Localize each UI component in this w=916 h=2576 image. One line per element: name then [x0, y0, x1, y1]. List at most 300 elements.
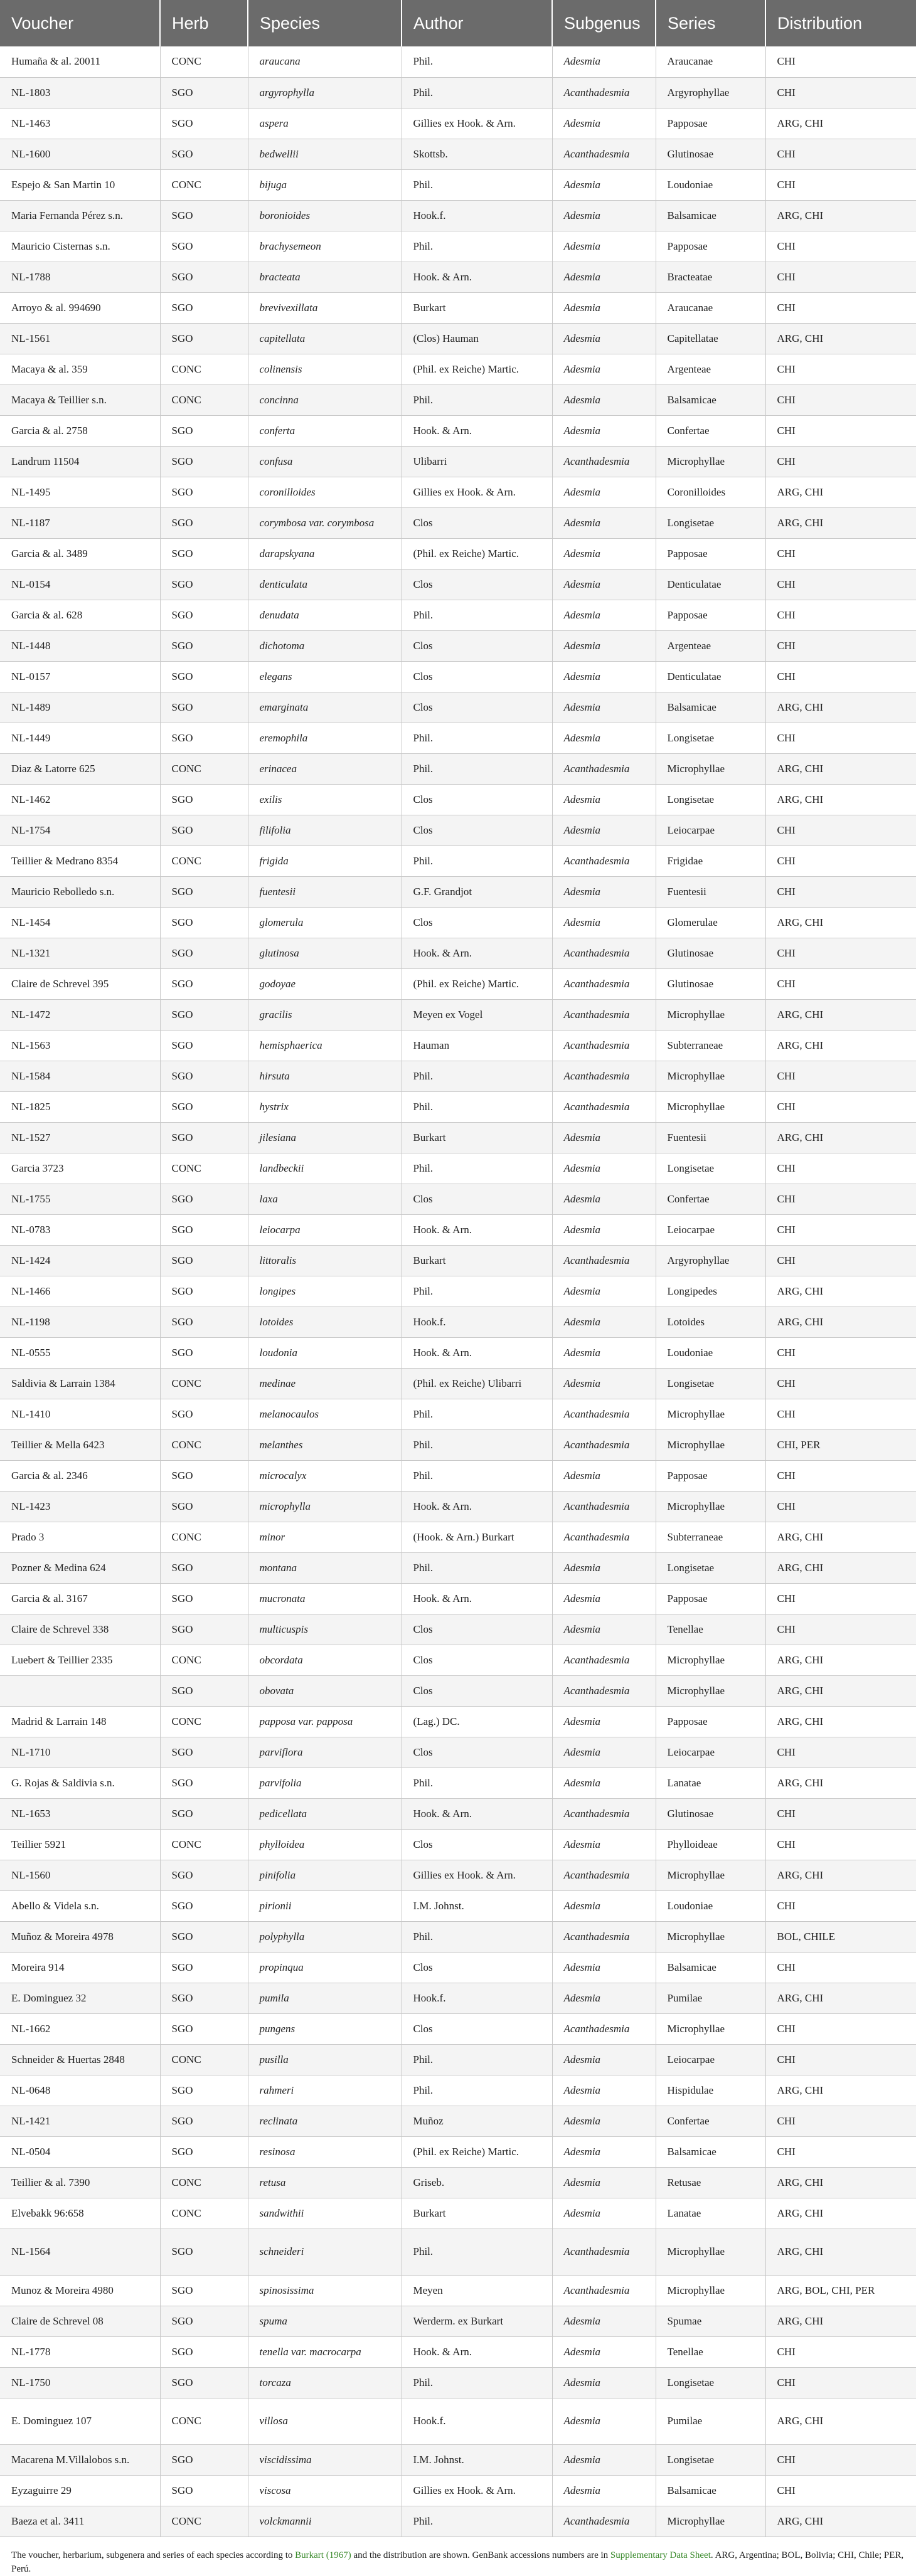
voucher-cell: Garcia & al. 628: [0, 600, 160, 630]
distribution-cell: ARG, CHI: [765, 2075, 916, 2106]
distribution-cell: CHI: [765, 1798, 916, 1829]
subgenus-cell: Acanthadesmia: [552, 2013, 656, 2044]
voucher-cell: NL-1466: [0, 1276, 160, 1307]
subgenus-cell: Adesmia: [552, 2398, 656, 2444]
herb-cell: SGO: [160, 1552, 248, 1583]
herb-cell: SGO: [160, 446, 248, 477]
table-row: [0, 907, 916, 938]
subgenus-cell: Adesmia: [552, 46, 656, 77]
herb-cell: CONC: [160, 1706, 248, 1737]
distribution-cell: ARG, CHI: [765, 2229, 916, 2275]
herb-cell: SGO: [160, 999, 248, 1030]
author-cell: Clos: [402, 1952, 552, 1983]
voucher-cell: NL-0555: [0, 1337, 160, 1368]
series-cell: Tenellae: [656, 1614, 765, 1645]
series-cell: Papposae: [656, 600, 765, 630]
table-row: [0, 630, 916, 661]
voucher-cell: Schneider & Huertas 2848: [0, 2044, 160, 2075]
species-cell: pumila: [248, 1983, 402, 2013]
distribution-cell: CHI: [765, 77, 916, 108]
species-cell: montana: [248, 1552, 402, 1583]
table-row: [0, 938, 916, 968]
distribution-cell: CHI: [765, 2136, 916, 2167]
herb-cell: SGO: [160, 1245, 248, 1276]
species-cell: rahmeri: [248, 2075, 402, 2106]
series-cell: Retusae: [656, 2167, 765, 2198]
series-cell: Lanatae: [656, 2198, 765, 2229]
table-row: [0, 753, 916, 784]
distribution-cell: CHI: [765, 876, 916, 907]
distribution-cell: CHI: [765, 600, 916, 630]
subgenus-cell: Adesmia: [552, 2475, 656, 2506]
series-cell: Capitellatae: [656, 323, 765, 354]
subgenus-cell: Acanthadesmia: [552, 1061, 656, 1091]
subgenus-cell: Adesmia: [552, 784, 656, 815]
series-cell: Balsamicae: [656, 384, 765, 415]
species-cell: schneideri: [248, 2229, 402, 2275]
series-cell: Subterraneae: [656, 1030, 765, 1061]
series-cell: Bracteatae: [656, 262, 765, 292]
author-cell: Hook. & Arn.: [402, 262, 552, 292]
author-cell: Phil.: [402, 77, 552, 108]
voucher-cell: NL-1600: [0, 139, 160, 169]
author-cell: Hook. & Arn.: [402, 938, 552, 968]
table-row: [0, 1583, 916, 1614]
voucher-cell: Teillier & Mella 6423: [0, 1429, 160, 1460]
voucher-cell: NL-1463: [0, 108, 160, 139]
species-cell: conferta: [248, 415, 402, 446]
distribution-cell: ARG, CHI: [765, 784, 916, 815]
herb-cell: CONC: [160, 354, 248, 384]
distribution-cell: CHI: [765, 1091, 916, 1122]
series-cell: Microphyllae: [656, 1061, 765, 1091]
author-cell: Hook. & Arn.: [402, 1798, 552, 1829]
species-cell: retusa: [248, 2167, 402, 2198]
distribution-cell: ARG, CHI: [765, 2198, 916, 2229]
voucher-cell: NL-1198: [0, 1307, 160, 1337]
distribution-cell: ARG, CHI: [765, 108, 916, 139]
voucher-cell: NL-0783: [0, 1214, 160, 1245]
series-cell: Glutinosae: [656, 968, 765, 999]
herb-cell: SGO: [160, 1614, 248, 1645]
herb-cell: SGO: [160, 2106, 248, 2136]
author-cell: Clos: [402, 692, 552, 723]
subgenus-cell: Acanthadesmia: [552, 1491, 656, 1522]
distribution-cell: CHI: [765, 968, 916, 999]
series-cell: Denticulatae: [656, 661, 765, 692]
distribution-cell: CHI: [765, 938, 916, 968]
table-row: [0, 2198, 916, 2229]
species-cell: spuma: [248, 2306, 402, 2336]
author-cell: Phil.: [402, 1399, 552, 1429]
voucher-cell: Muñoz & Moreira 4978: [0, 1921, 160, 1952]
author-cell: Clos: [402, 661, 552, 692]
voucher-cell: Pozner & Medina 624: [0, 1552, 160, 1583]
species-cell: spinosissima: [248, 2275, 402, 2306]
herb-cell: CONC: [160, 1429, 248, 1460]
author-cell: Hook. & Arn.: [402, 415, 552, 446]
herb-cell: SGO: [160, 538, 248, 569]
species-cell: landbeckii: [248, 1153, 402, 1184]
author-cell: Phil.: [402, 231, 552, 262]
species-cell: bijuga: [248, 169, 402, 200]
voucher-cell: NL-1187: [0, 507, 160, 538]
voucher-cell: Macarena M.Villalobos s.n.: [0, 2444, 160, 2475]
table-row: [0, 1737, 916, 1768]
table-row: [0, 692, 916, 723]
author-cell: Clos: [402, 569, 552, 600]
column-header-distribution: Distribution: [777, 13, 863, 33]
subgenus-cell: Adesmia: [552, 1614, 656, 1645]
species-cell: araucana: [248, 46, 402, 77]
subgenus-cell: Adesmia: [552, 384, 656, 415]
series-cell: Papposae: [656, 538, 765, 569]
series-cell: Longisetae: [656, 723, 765, 753]
subgenus-cell: Adesmia: [552, 2336, 656, 2367]
series-cell: Confertae: [656, 2106, 765, 2136]
table-row: [0, 108, 916, 139]
series-cell: Pumilae: [656, 2398, 765, 2444]
species-cell: corymbosa var. corymbosa: [248, 507, 402, 538]
subgenus-cell: Acanthadesmia: [552, 77, 656, 108]
distribution-cell: ARG, CHI: [765, 1675, 916, 1706]
author-cell: Gillies ex Hook. & Arn.: [402, 477, 552, 507]
subgenus-cell: Acanthadesmia: [552, 968, 656, 999]
voucher-cell: NL-1584: [0, 1061, 160, 1091]
herb-cell: CONC: [160, 1829, 248, 1860]
table-row: [0, 968, 916, 999]
distribution-cell: CHI: [765, 569, 916, 600]
voucher-cell: NL-1527: [0, 1122, 160, 1153]
burkart-citation-link[interactable]: Burkart (1967): [295, 2550, 351, 2560]
species-cell: parviflora: [248, 1737, 402, 1768]
herb-cell: SGO: [160, 477, 248, 507]
voucher-cell: Humaña & al. 20011: [0, 46, 160, 77]
table-row: [0, 600, 916, 630]
author-cell: (Phil. ex Reiche) Martic.: [402, 2136, 552, 2167]
distribution-cell: ARG, CHI: [765, 753, 916, 784]
series-cell: Subterraneae: [656, 1522, 765, 1552]
table-row: [0, 1798, 916, 1829]
table-row: [0, 507, 916, 538]
author-cell: Phil.: [402, 169, 552, 200]
subgenus-cell: Acanthadesmia: [552, 1030, 656, 1061]
subgenus-cell: Acanthadesmia: [552, 1429, 656, 1460]
table-row: [0, 354, 916, 384]
author-cell: Ulibarri: [402, 446, 552, 477]
species-cell: lotoides: [248, 1307, 402, 1337]
subgenus-cell: Adesmia: [552, 692, 656, 723]
distribution-cell: CHI: [765, 384, 916, 415]
distribution-cell: CHI: [765, 2013, 916, 2044]
series-cell: Loudoniae: [656, 1337, 765, 1368]
herb-cell: SGO: [160, 1675, 248, 1706]
author-cell: Clos: [402, 1645, 552, 1675]
subgenus-cell: Adesmia: [552, 1214, 656, 1245]
series-cell: Balsamicae: [656, 2475, 765, 2506]
distribution-cell: ARG, CHI: [765, 1276, 916, 1307]
subgenus-cell: Adesmia: [552, 2106, 656, 2136]
series-cell: Fuentesii: [656, 1122, 765, 1153]
author-cell: Meyen ex Vogel: [402, 999, 552, 1030]
subgenus-cell: Acanthadesmia: [552, 1675, 656, 1706]
herb-cell: CONC: [160, 384, 248, 415]
series-cell: Confertae: [656, 1184, 765, 1214]
author-cell: (Clos) Hauman: [402, 323, 552, 354]
table-row: [0, 1921, 916, 1952]
author-cell: Burkart: [402, 2198, 552, 2229]
distribution-cell: ARG, CHI: [765, 1645, 916, 1675]
series-cell: Microphyllae: [656, 2506, 765, 2536]
table-row: [0, 2444, 916, 2475]
distribution-cell: CHI: [765, 2475, 916, 2506]
voucher-cell: NL-1424: [0, 1245, 160, 1276]
subgenus-cell: Acanthadesmia: [552, 2506, 656, 2536]
distribution-cell: ARG, CHI: [765, 2306, 916, 2336]
herb-cell: SGO: [160, 507, 248, 538]
distribution-cell: CHI: [765, 1368, 916, 1399]
series-cell: Glutinosae: [656, 139, 765, 169]
subgenus-cell: Acanthadesmia: [552, 1798, 656, 1829]
voucher-cell: NL-1561: [0, 323, 160, 354]
table-row: [0, 2475, 916, 2506]
herb-cell: SGO: [160, 1921, 248, 1952]
voucher-cell: NL-1423: [0, 1491, 160, 1522]
subgenus-cell: Adesmia: [552, 2306, 656, 2336]
voucher-cell: Claire de Schrevel 395: [0, 968, 160, 999]
voucher-cell: NL-1788: [0, 262, 160, 292]
species-cell: emarginata: [248, 692, 402, 723]
voucher-cell: NL-1803: [0, 77, 160, 108]
herb-cell: SGO: [160, 2275, 248, 2306]
distribution-cell: CHI: [765, 1399, 916, 1429]
voucher-cell: NL-1321: [0, 938, 160, 968]
author-cell: Hook.f.: [402, 2398, 552, 2444]
herb-cell: SGO: [160, 2136, 248, 2167]
series-cell: Leiocarpae: [656, 815, 765, 845]
distribution-cell: CHI: [765, 169, 916, 200]
species-cell: erinacea: [248, 753, 402, 784]
distribution-cell: CHI: [765, 1952, 916, 1983]
table-row: [0, 46, 916, 77]
author-cell: Phil.: [402, 1153, 552, 1184]
subgenus-cell: Adesmia: [552, 1583, 656, 1614]
subgenus-cell: Adesmia: [552, 1706, 656, 1737]
herb-cell: CONC: [160, 1522, 248, 1552]
series-cell: Coronilloides: [656, 477, 765, 507]
table-row: [0, 1983, 916, 2013]
herb-cell: SGO: [160, 1091, 248, 1122]
herb-cell: SGO: [160, 692, 248, 723]
author-cell: Gillies ex Hook. & Arn.: [402, 2475, 552, 2506]
herb-cell: SGO: [160, 1214, 248, 1245]
distribution-cell: ARG, CHI: [765, 692, 916, 723]
distribution-cell: CHI: [765, 1737, 916, 1768]
herb-cell: SGO: [160, 139, 248, 169]
author-cell: Phil.: [402, 845, 552, 876]
voucher-cell: Teillier 5921: [0, 1829, 160, 1860]
voucher-cell: NL-1710: [0, 1737, 160, 1768]
series-cell: Glomerulae: [656, 907, 765, 938]
series-cell: Microphyllae: [656, 2229, 765, 2275]
author-cell: Hauman: [402, 1030, 552, 1061]
table-row: [0, 1890, 916, 1921]
series-cell: Argenteae: [656, 630, 765, 661]
subgenus-cell: Adesmia: [552, 169, 656, 200]
herb-cell: SGO: [160, 938, 248, 968]
caption-text-2: and the distribution are shown. GenBank accessions numbers are in: [351, 2550, 610, 2560]
series-cell: Microphyllae: [656, 1860, 765, 1890]
table-row: [0, 1061, 916, 1091]
distribution-cell: CHI: [765, 661, 916, 692]
subgenus-cell: Acanthadesmia: [552, 1245, 656, 1276]
distribution-cell: CHI: [765, 1061, 916, 1091]
series-cell: Loudoniae: [656, 169, 765, 200]
herb-cell: CONC: [160, 1645, 248, 1675]
species-cell: bracteata: [248, 262, 402, 292]
species-cell: phylloidea: [248, 1829, 402, 1860]
herb-cell: CONC: [160, 753, 248, 784]
column-header-species: Species: [248, 0, 402, 46]
distribution-cell: CHI: [765, 415, 916, 446]
series-cell: Longisetae: [656, 784, 765, 815]
voucher-cell: NL-0154: [0, 569, 160, 600]
voucher-cell: Elvebakk 96:658: [0, 2198, 160, 2229]
subgenus-cell: Adesmia: [552, 1552, 656, 1583]
species-cell: multicuspis: [248, 1614, 402, 1645]
distribution-cell: ARG, CHI: [765, 2398, 916, 2444]
table-row: [0, 1307, 916, 1337]
subgenus-cell: Acanthadesmia: [552, 2275, 656, 2306]
voucher-cell: Garcia 3723: [0, 1153, 160, 1184]
voucher-cell: [0, 1675, 160, 1706]
series-cell: Leiocarpae: [656, 1214, 765, 1245]
table-row: [0, 1368, 916, 1399]
distribution-cell: CHI: [765, 2367, 916, 2398]
distribution-cell: ARG, CHI: [765, 1768, 916, 1798]
voucher-cell: Abello & Videla s.n.: [0, 1890, 160, 1921]
table-row: [0, 2013, 916, 2044]
voucher-cell: Arroyo & al. 994690: [0, 292, 160, 323]
table-row: [0, 569, 916, 600]
series-cell: Glutinosae: [656, 938, 765, 968]
table-row: [0, 1675, 916, 1706]
table-row: [0, 200, 916, 231]
herb-cell: CONC: [160, 169, 248, 200]
distribution-cell: CHI: [765, 723, 916, 753]
author-cell: Phil.: [402, 1460, 552, 1491]
table-row: [0, 446, 916, 477]
species-cell: microcalyx: [248, 1460, 402, 1491]
table-row: [0, 784, 916, 815]
species-cell: sandwithii: [248, 2198, 402, 2229]
series-cell: Longisetae: [656, 2367, 765, 2398]
table-row: [0, 2306, 916, 2336]
voucher-cell: Teillier & Medrano 8354: [0, 845, 160, 876]
author-cell: Hook.f.: [402, 1983, 552, 2013]
species-cell: propinqua: [248, 1952, 402, 1983]
subgenus-cell: Adesmia: [552, 1952, 656, 1983]
subgenus-cell: Adesmia: [552, 1122, 656, 1153]
column-header-series: Series: [656, 0, 765, 46]
distribution-cell: CHI: [765, 2336, 916, 2367]
series-cell: Tenellae: [656, 2336, 765, 2367]
table-row: [0, 1429, 916, 1460]
herb-cell: SGO: [160, 1184, 248, 1214]
voucher-cell: NL-1564: [0, 2229, 160, 2275]
series-cell: Longisetae: [656, 1153, 765, 1184]
table-row: [0, 1829, 916, 1860]
voucher-cell: Mauricio Rebolledo s.n.: [0, 876, 160, 907]
table-row: [0, 1860, 916, 1890]
subgenus-cell: Adesmia: [552, 1737, 656, 1768]
author-cell: Clos: [402, 1184, 552, 1214]
table-row: [0, 999, 916, 1030]
table-row: [0, 292, 916, 323]
table-row: [0, 1522, 916, 1552]
table-row: [0, 169, 916, 200]
herb-cell: SGO: [160, 1030, 248, 1061]
species-cell: colinensis: [248, 354, 402, 384]
subgenus-cell: Adesmia: [552, 1184, 656, 1214]
species-cell: denudata: [248, 600, 402, 630]
table-row: [0, 1460, 916, 1491]
series-cell: Microphyllae: [656, 2275, 765, 2306]
author-cell: Phil.: [402, 2367, 552, 2398]
subgenus-cell: Adesmia: [552, 354, 656, 384]
subgenus-cell: Adesmia: [552, 2198, 656, 2229]
series-cell: Longisetae: [656, 1368, 765, 1399]
distribution-cell: ARG, CHI: [765, 907, 916, 938]
subgenus-cell: Adesmia: [552, 630, 656, 661]
distribution-cell: BOL, CHILE: [765, 1921, 916, 1952]
herb-cell: SGO: [160, 1491, 248, 1522]
herb-cell: SGO: [160, 415, 248, 446]
species-cell: glutinosa: [248, 938, 402, 968]
species-cell: villosa: [248, 2398, 402, 2444]
species-cell: coronilloides: [248, 477, 402, 507]
species-cell: minor: [248, 1522, 402, 1552]
author-cell: Clos: [402, 630, 552, 661]
supplementary-data-link[interactable]: Supplementary Data Sheet: [610, 2550, 711, 2560]
voucher-cell: Madrid & Larrain 148: [0, 1706, 160, 1737]
herb-cell: SGO: [160, 323, 248, 354]
series-cell: Leiocarpae: [656, 1737, 765, 1768]
species-cell: brevivexillata: [248, 292, 402, 323]
herb-cell: SGO: [160, 1737, 248, 1768]
species-cell: pungens: [248, 2013, 402, 2044]
author-cell: Phil.: [402, 1091, 552, 1122]
herb-cell: SGO: [160, 661, 248, 692]
table-row: [0, 1184, 916, 1214]
distribution-cell: CHI: [765, 262, 916, 292]
series-cell: Microphyllae: [656, 1429, 765, 1460]
species-cell: viscosa: [248, 2475, 402, 2506]
table-row: [0, 1091, 916, 1122]
subgenus-cell: Acanthadesmia: [552, 1645, 656, 1675]
author-cell: Hook. & Arn.: [402, 1491, 552, 1522]
series-cell: Longipedes: [656, 1276, 765, 1307]
distribution-cell: ARG, CHI: [765, 507, 916, 538]
herb-cell: CONC: [160, 2198, 248, 2229]
subgenus-cell: Adesmia: [552, 1890, 656, 1921]
column-header-herb: Herb: [160, 0, 248, 46]
author-cell: Clos: [402, 1737, 552, 1768]
species-cell: argyrophylla: [248, 77, 402, 108]
distribution-cell: CHI: [765, 1829, 916, 1860]
table-row: [0, 815, 916, 845]
author-cell: Phil.: [402, 1061, 552, 1091]
